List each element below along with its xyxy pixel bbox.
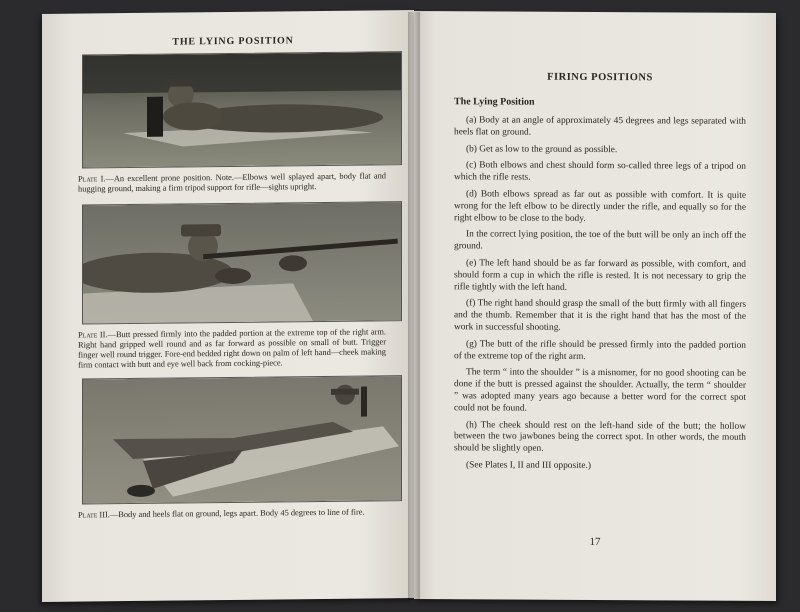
plate-2-caption: [78, 327, 386, 370]
plate-3-photo: [82, 375, 402, 504]
running-head: THE LYING POSITION: [172, 35, 294, 48]
paragraph-d: (d) Both elbows spread as far out as possible with comfort. It is quite wrong for the left elbow to be directly under the rifle, and equally so for the right elbow to be close to the body.: [454, 189, 746, 224]
left-page: [42, 10, 414, 602]
paragraph-a: (a) Body at an angle of approximately 45 degrees and legs separated with heels flat on ground.: [454, 115, 746, 138]
plate-number: Plate I.: [78, 174, 106, 184]
plate-text: —Butt pressed firmly into the padded portion at the extreme top of the right arm. Right hand gripped well round and as far forward as possible on small of butt. Trigger finger well round trigger. Fore-end bedded right down on palm of left hand—cheek making firm contact with butt and eye well back from cocking-piece.: [78, 327, 386, 370]
paragraph-shoulder-term: The term “ into the shoulder ” is a misnomer, for no good shooting can be done if the butt is pressed against the shoulder. Actually, the term “ shoulder ” was adopted many years ago because a better word for the correct spot could not be found.: [454, 367, 746, 414]
section-title: FIRING POSITIONS: [547, 71, 653, 84]
paragraph-g: (g) The butt of the rifle should be pressed firmly into the padded portion of the extreme top of the right arm.: [454, 339, 746, 362]
plate-3-caption: [78, 507, 386, 520]
subheading: The Lying Position: [454, 96, 535, 108]
paragraph-correct-position: In the correct lying position, the toe of the butt will be only an inch off the ground.: [454, 229, 746, 252]
book-spread: [42, 12, 776, 600]
paragraph-c: (c) Both elbows and chest should form so-called three legs of a tripod on which the rifle rests.: [454, 160, 746, 183]
book-gutter: [408, 12, 420, 600]
plate-number: Plate II.: [78, 330, 108, 340]
plate-number: Plate III.: [78, 510, 110, 520]
plate-text: —An excellent prone position. Note.—Elbows well splayed apart, body flat and hugging ground, making a firm tripod support for rifle—sights upright.: [78, 171, 386, 194]
paragraph-b: (b) Get as low to the ground as possible.: [466, 143, 618, 155]
plate-2-photo: [82, 201, 402, 324]
paragraph-e: (e) The left hand should be as far forward as possible, with comfort, and should form a cup in which the rifle is rested. It is not necessary to grip the rifle tightly with the left hand.: [454, 258, 746, 293]
plate-1-photo: [82, 51, 402, 168]
page-number: 17: [589, 535, 601, 549]
paragraph-see-plates: (See Plates I, II and III opposite.): [466, 460, 591, 471]
right-page: [414, 11, 776, 601]
paragraph-f: (f) The right hand should grasp the small of the butt firmly with all fingers and the thumb. Remember that it is the right hand that has the most of the work in successful shooting.: [454, 298, 746, 333]
paragraph-h: (h) The cheek should rest on the left-hand side of the butt; the hollow between the two jawbones being the correct spot. In other words, the mouth should be slightly open.: [454, 419, 746, 454]
plate-text: —Body and heels flat on ground, legs apart. Body 45 degrees to line of fire.: [109, 507, 365, 520]
plate-1-caption: [78, 171, 386, 194]
